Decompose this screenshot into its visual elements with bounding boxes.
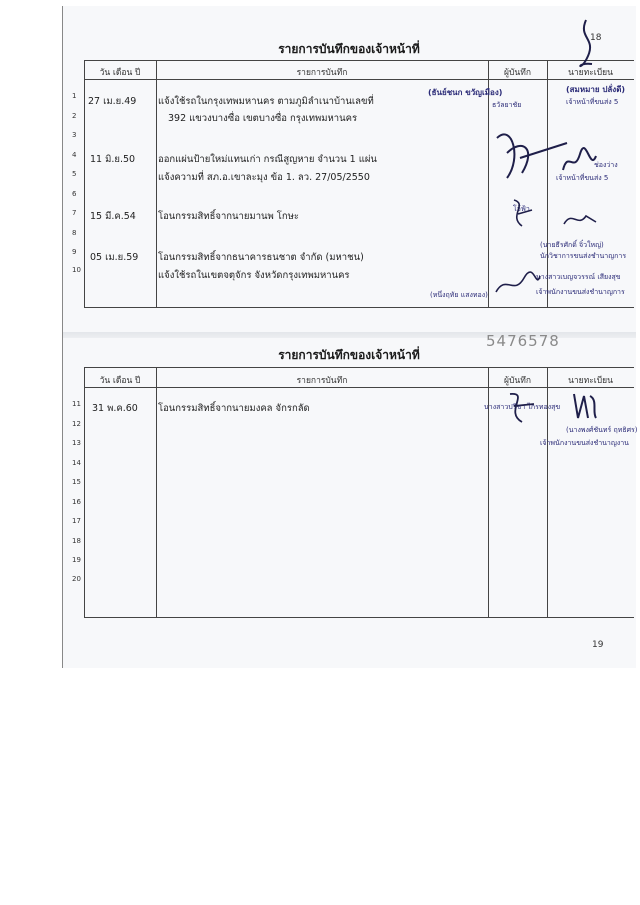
recorder-stamp: โจ้ฟ้า xyxy=(513,205,530,213)
entry-line: 392 แขวงบางซื่อ เขตบางซื่อ กรุงเทพมหานคร xyxy=(168,113,358,124)
section-title-top: รายการบันทึกของเจ้าหน้าที่ xyxy=(278,42,420,56)
entry-line: แจ้งความที่ สภ.อ.เขาละมุง ข้อ 1. ลว. 27/05/2550 xyxy=(158,172,370,183)
header-date: วัน เดือน ปี xyxy=(99,376,141,386)
serial-number: 5476578 xyxy=(486,332,560,350)
row-number: 11 xyxy=(72,400,81,408)
registrar-role: เจ้าพนักงานขนส่งชำนาญการ xyxy=(536,288,625,296)
entry-date: 05 เม.ย.59 xyxy=(90,252,139,263)
row-number: 8 xyxy=(72,229,77,237)
entry-date: 27 เม.ย.49 xyxy=(88,96,137,107)
entry-line: ออกแผ่นป้ายใหม่แทนเก่า กรณีสูญหาย จำนวน 1 แผ่น xyxy=(158,154,377,165)
row-number: 16 xyxy=(72,498,81,506)
entry-date: 11 มิ.ย.50 xyxy=(90,154,136,165)
registrar-role: เจ้าหน้าที่ขนส่ง 5 xyxy=(556,174,609,182)
row-number: 7 xyxy=(72,209,77,217)
registrar-role: เจ้าหน้าที่ขนส่ง 5 xyxy=(566,98,619,106)
row-number: 20 xyxy=(72,575,81,583)
recorder-stamp-note: ธวัลยาชัย xyxy=(492,101,522,109)
entry-line: โอนกรรมสิทธิ์จากนายมานพ โกษะ xyxy=(158,211,300,222)
entry-date: 31 พ.ค.60 xyxy=(92,403,138,414)
recorder-stamp: (หนึ่งฤทัย แสงทอง) xyxy=(430,291,488,299)
header-recorder: ผู้บันทึก xyxy=(504,376,531,386)
entry-line: โอนกรรมสิทธิ์จากธนาคารธนชาต จำกัด (มหาชน) xyxy=(158,252,364,263)
row-number: 13 xyxy=(72,439,81,447)
signature-scribble xyxy=(560,148,600,178)
row-number: 3 xyxy=(72,131,77,139)
registrar-stamp: (สมหมาย ปลั่งดี) xyxy=(566,85,626,94)
table-bottom-rule xyxy=(84,307,634,308)
signature-scribble xyxy=(570,388,600,424)
page-number-top: 18 xyxy=(590,33,602,43)
page-number-bottom: 19 xyxy=(592,640,604,650)
row-number: 4 xyxy=(72,151,77,159)
row-number: 1 xyxy=(72,92,77,100)
entry-line: โอนกรรมสิทธิ์จากนายมงคล จักรกลัด xyxy=(158,403,310,414)
table-top-rule xyxy=(84,367,634,368)
col-border-date xyxy=(156,367,157,617)
table-top-rule xyxy=(84,60,634,61)
entry-line: แจ้งใช้รถในเขตจตุจักร จังหวัดกรุงเทพมหานคร xyxy=(158,270,350,281)
row-number: 18 xyxy=(72,537,81,545)
header-registrar: นายทะเบียน xyxy=(568,68,613,78)
row-number: 2 xyxy=(72,112,77,120)
signature-scribble xyxy=(500,388,540,428)
row-number: 14 xyxy=(72,459,81,467)
registrar-stamp: (นางพงศ์ชันทร์ ฤทธิศร) xyxy=(566,426,638,434)
signature-scribble xyxy=(562,208,598,230)
row-number: 12 xyxy=(72,420,81,428)
recorder-stamp: นางสาวปรีชา ไกรทองสุข xyxy=(484,403,561,411)
header-entry: รายการบันทึก xyxy=(296,68,348,78)
row-number: 10 xyxy=(72,266,81,274)
header-entry: รายการบันทึก xyxy=(296,376,348,386)
row-number: 17 xyxy=(72,517,81,525)
registrar-role: เจ้าพนักงานขนส่งชำนาญงาน xyxy=(540,439,629,447)
col-border-left xyxy=(84,367,85,617)
header-registrar: นายทะเบียน xyxy=(568,376,613,386)
row-number: 9 xyxy=(72,248,77,256)
binding-edge xyxy=(62,6,63,668)
section-title-bottom: รายการบันทึกของเจ้าหน้าที่ xyxy=(278,348,420,362)
row-number: 6 xyxy=(72,190,77,198)
registrar-stamp: นางสาวเบญจวรรณ์ เสียงสุข xyxy=(536,273,621,281)
recorder-stamp: (ธันย์ชนก ขวัญเมือง) xyxy=(428,88,503,97)
signature-scribble xyxy=(506,196,536,230)
row-number: 15 xyxy=(72,478,81,486)
registrar-stamp: (นายธีรศักดิ์ จิ๋วใหญ่) xyxy=(540,241,604,249)
header-date: วัน เดือน ปี xyxy=(99,68,141,78)
entry-line: แจ้งใช้รถในกรุงเทพมหานคร ตามภูมิลำเนาบ้านเลขที่ xyxy=(158,96,374,107)
registrar-stamp: ช่องว่าง xyxy=(594,161,618,169)
registrar-role: นักวิชาการขนส่งชำนาญการ xyxy=(540,252,627,260)
header-bottom-rule xyxy=(84,79,634,80)
entry-date: 15 มี.ค.54 xyxy=(90,211,136,222)
header-bottom-rule xyxy=(84,387,634,388)
col-border-left xyxy=(84,60,85,307)
header-recorder: ผู้บันทึก xyxy=(504,68,531,78)
signature-scribble xyxy=(568,18,608,68)
row-number: 19 xyxy=(72,556,81,564)
signature-scribble xyxy=(492,270,542,300)
row-number: 5 xyxy=(72,170,77,178)
col-border-date xyxy=(156,60,157,307)
table-bottom-rule xyxy=(84,617,634,618)
